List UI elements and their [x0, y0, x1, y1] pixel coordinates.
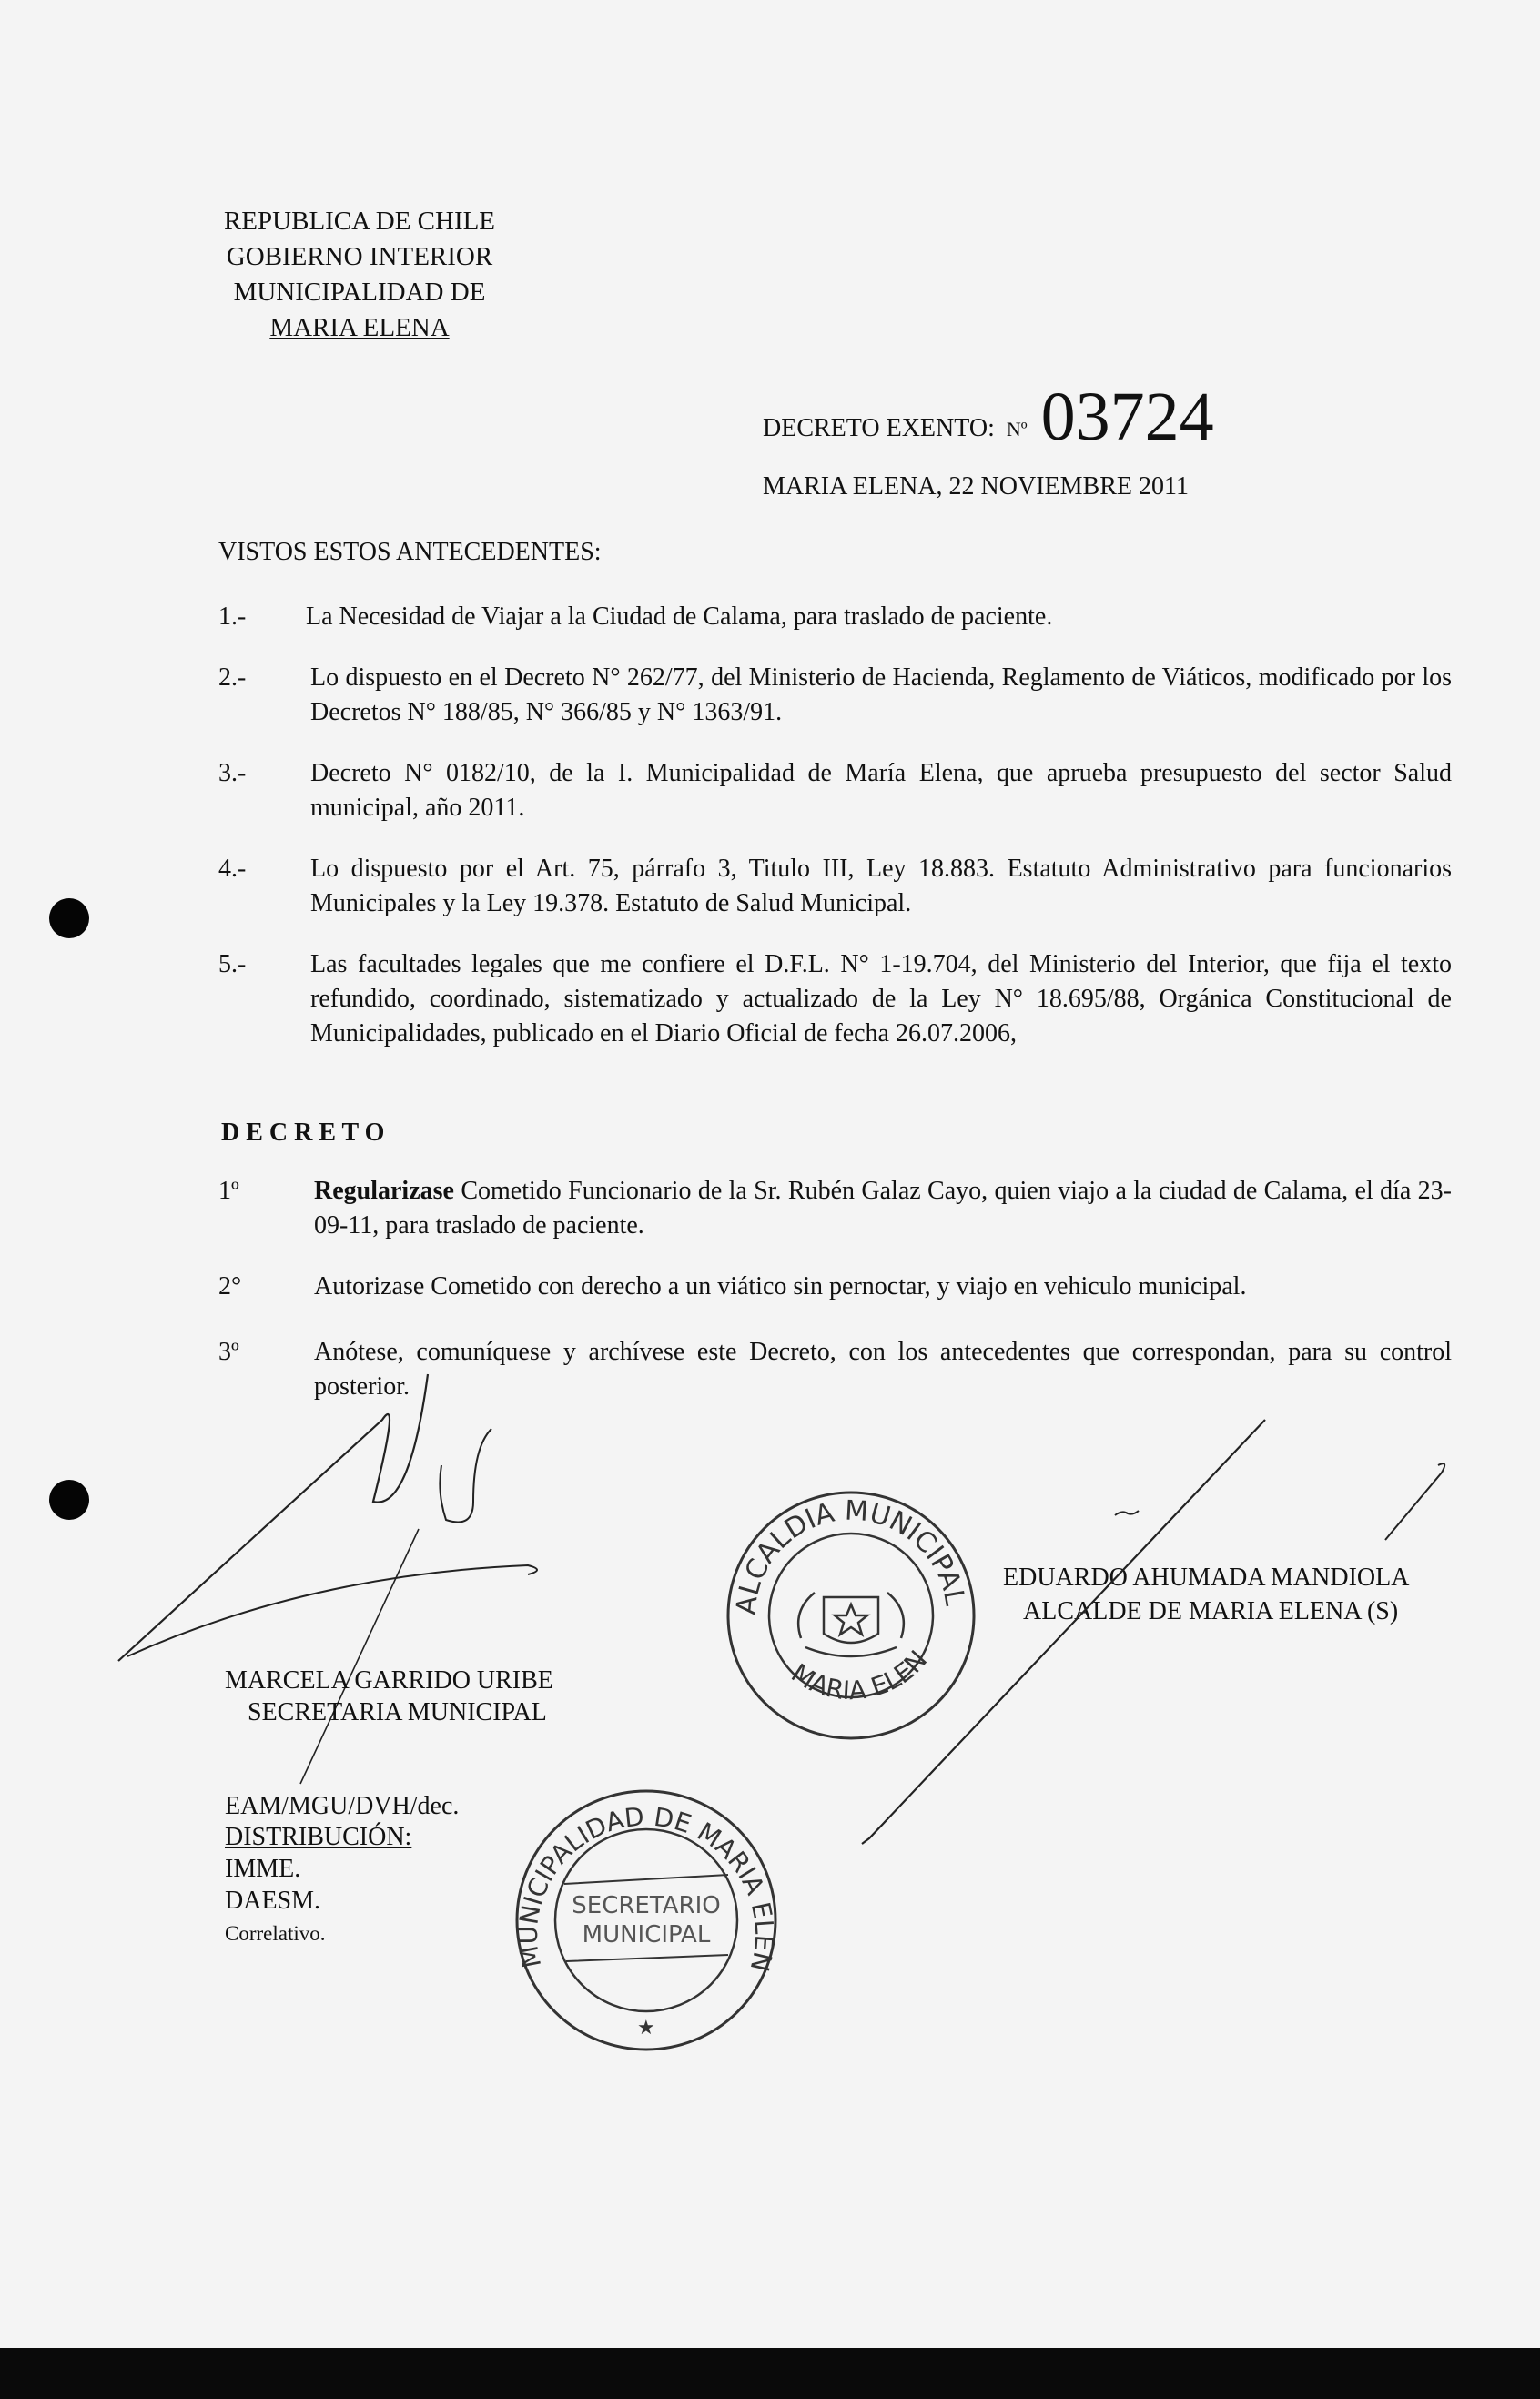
article-item [314, 1174, 1452, 1243]
decree-label: DECRETO EXENTO: [763, 414, 995, 442]
article-text: Cometido Funcionario de la Sr. Rubén Galaz Cayo, quien viajo a la ciudad de Calama, el día 23-09-11, para traslado de paciente. [314, 1177, 1452, 1240]
star-icon: ★ [637, 2016, 655, 2039]
letterhead [214, 204, 505, 346]
vistos-heading: VISTOS ESTOS ANTECEDENTES: [218, 538, 602, 566]
antecedent-item: Decreto N° 0182/10, de la I. Municipalidad de María Elena, que aprueba presupuesto del sector Salud municipal, año 2011. [310, 759, 1452, 822]
article-row [218, 1174, 1452, 1243]
mayor-signature [856, 1402, 1493, 1857]
stamp-text: MUNICIPALIDAD DE MARIA ELENA [501, 1760, 780, 1975]
decree-number-prefix: Nº [1006, 418, 1028, 440]
punch-hole [49, 898, 89, 938]
item-number: 3.- [218, 759, 247, 787]
antecedent-item: Lo dispuesto en el Decreto N° 262/77, del Ministerio de Hacienda, Reglamento de Viáticos, modificado por los Decretos N° 188/85, N° 366/85 y N° 1363/91. [310, 663, 1452, 726]
secretary-title: SECRETARIA MUNICIPAL [248, 1698, 547, 1726]
article-number: 1º [218, 1177, 239, 1205]
article-row [218, 1270, 1452, 1304]
antecedent-row [218, 947, 1452, 1051]
distribution-item: DAESM. [225, 1887, 321, 1915]
decree-number: 03724 [1040, 379, 1214, 455]
article-item: Autorizase Cometido con derecho a un viático sin pernoctar, y viajo en vehiculo municipal. [314, 1272, 1247, 1301]
antecedent-item: Lo dispuesto por el Art. 75, párrafo 3, Titulo III, Ley 18.883. Estatuto Administrativo para funcionarios Municipales y la Ley 19.378. Estatuto de Salud Municipal. [310, 855, 1452, 917]
secretary-stamp [501, 1760, 783, 2057]
article-verb: Regularizase [314, 1177, 454, 1205]
article-number: 3º [218, 1338, 239, 1366]
initials: EAM/MGU/DVH/dec. [225, 1792, 460, 1820]
distribution-label: DISTRIBUCIÓN: [225, 1823, 412, 1851]
mayor-title: ALCALDE DE MARIA ELENA (S) [1023, 1597, 1399, 1625]
item-number: 2.- [218, 663, 247, 692]
decree-body [218, 535, 1452, 1404]
scan-border [0, 2348, 1540, 2399]
antecedent-row [218, 600, 1452, 634]
item-number: 4.- [218, 855, 247, 883]
letterhead-city: MARIA ELENA [269, 313, 450, 342]
stamp-text: MARIA ELENA [705, 1455, 934, 1706]
punch-hole [49, 1480, 89, 1520]
antecedent-item: La Necesidad de Viajar a la Ciudad de Calama, para traslado de paciente. [306, 602, 1053, 631]
antecedent-row [218, 756, 1452, 825]
item-number: 1.- [218, 602, 247, 631]
letterhead-country: REPUBLICA DE CHILE [223, 207, 496, 236]
stamp-text: SECRETARIO MUNICIPAL [572, 1892, 721, 1949]
mayor-name: EDUARDO AHUMADA MANDIOLA [1003, 1564, 1410, 1592]
antecedent-item: Las facultades legales que me confiere el D.F.L. N° 1-19.704, del Ministerio del Interior, que fija el texto refundido, coordinado, sistematizado y actualizado de la Ley N° 18.695/88, Orgánica Constitucional de Municipalidades, publicado en el Diario Oficial de fecha 26.07.2006, [310, 950, 1452, 1048]
decreto-heading: D E C R E T O [221, 1119, 385, 1147]
antecedent-row [218, 661, 1452, 730]
decree-number-line [763, 380, 1214, 466]
antecedent-row [218, 852, 1452, 921]
note: Correlativo. [225, 1922, 326, 1945]
stamp-text: ALCALDIA MUNICIPAL [730, 1494, 971, 1616]
distribution-item: IMME. [225, 1855, 301, 1883]
letterhead-municipality: MUNICIPALIDAD DE [233, 278, 486, 307]
item-number: 5.- [218, 950, 247, 978]
letterhead-government: GOBIERNO INTERIOR [226, 242, 493, 271]
article-number: 2° [218, 1272, 242, 1301]
secretary-name: MARCELA GARRIDO URIBE [225, 1666, 553, 1695]
place-date: MARIA ELENA, 22 NOVIEMBRE 2011 [763, 472, 1189, 501]
secretary-signature [118, 1356, 573, 1811]
article-item: Anótese, comuníquese y archívese este Decreto, con los antecedentes que correspondan, para su control posterior. [314, 1338, 1452, 1401]
